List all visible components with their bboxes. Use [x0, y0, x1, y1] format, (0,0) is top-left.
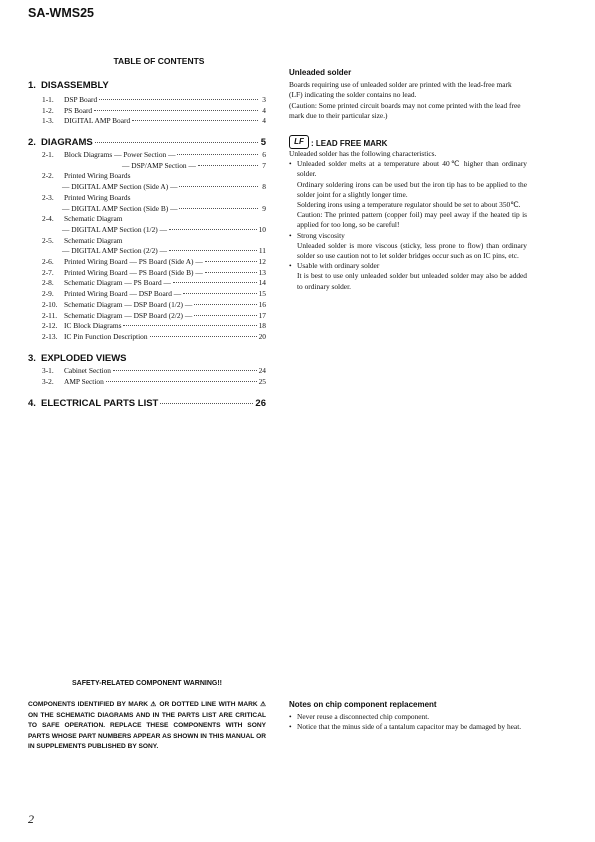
chip-note-item: • Notice that the minus side of a tantalum capacitor may be damaged by heat.: [289, 722, 527, 732]
toc-item-label: AMP Section: [64, 376, 104, 386]
characteristic-line: Unleaded solder is more viscous (sticky, less prone to flow) than ordinary solder so use caution not to let solder bridges occur such as on IC pins, etc.: [297, 240, 527, 261]
toc-page-number: 18: [258, 321, 266, 331]
toc-item-number: 2-1.: [42, 150, 54, 159]
toc-section-title: DISASSEMBLY: [41, 80, 109, 91]
toc-item-number: 2-13.: [42, 331, 58, 341]
toc-page-number: 17: [258, 310, 266, 320]
characteristic-item: [289, 231, 527, 262]
toc-item-number: 2-9.: [42, 289, 54, 299]
characteristic-line: Soldering irons using a temperature regulator should be set to about 350℃.: [297, 200, 521, 210]
leader-dots: [160, 403, 253, 404]
toc-section[interactable]: [28, 398, 266, 409]
toc-page-number: 26: [255, 398, 266, 409]
toc-page-number: 15: [258, 289, 266, 299]
toc-item-label: Schematic Diagram — DSP Board (1/2) —: [64, 299, 193, 309]
characteristic-line: • Strong viscosity: [297, 230, 345, 240]
lead-free-description: Unleaded solder has the following characteristics.: [289, 149, 437, 159]
toc-item-label: Block Diagrams — Power Section —: [64, 150, 176, 159]
toc-section-title: ELECTRICAL PARTS LIST: [41, 398, 159, 409]
leader-dots: [94, 110, 258, 111]
toc-item-number: 2-8.: [42, 278, 54, 288]
toc-page-number: 3: [262, 95, 266, 104]
leader-dots: [198, 165, 258, 166]
model-title: SA-WMS25: [28, 6, 94, 20]
toc-item-label: Schematic Diagram: [64, 235, 123, 245]
toc-item-label: Schematic Diagram — DSP Board (2/2) —: [64, 310, 193, 320]
toc-item-number: 2-12.: [42, 321, 58, 331]
toc-item-label: IC Block Diagrams: [64, 321, 122, 331]
toc-section[interactable]: [28, 80, 266, 91]
unleaded-caution: (Caution: Some printed circuit boards may not come printed with the lead free mark due to their particular size.): [289, 100, 521, 120]
toc-item-label: Printed Wiring Boards: [64, 192, 131, 202]
lead-free-characteristics: [289, 159, 527, 292]
toc-item-label: Schematic Diagram — PS Board —: [64, 278, 171, 288]
toc-item[interactable]: [42, 171, 266, 181]
toc-page-number: 5: [260, 137, 266, 148]
toc-item-number: 2-7.: [42, 267, 54, 277]
toc-item[interactable]: [42, 95, 266, 105]
toc-item-label: Cabinet Section: [64, 366, 112, 375]
toc-page-number: 16: [258, 299, 266, 309]
toc-item-label: DSP Board: [64, 95, 98, 104]
toc-item-number: 2-11.: [42, 310, 58, 320]
toc-item[interactable]: [42, 116, 266, 126]
toc-item[interactable]: [42, 161, 266, 171]
toc-item-label: PS Board: [64, 105, 93, 115]
toc-item[interactable]: [42, 182, 266, 192]
toc-item[interactable]: [42, 278, 266, 288]
leader-dots: [179, 208, 258, 209]
leader-dots: [123, 325, 256, 326]
leader-dots: [99, 99, 258, 100]
toc-item-number: 1-1.: [42, 95, 54, 104]
toc-item[interactable]: [42, 246, 266, 256]
toc-item[interactable]: [42, 204, 266, 214]
toc-item[interactable]: [42, 366, 266, 376]
toc-item[interactable]: [42, 193, 266, 203]
leader-dots: [113, 370, 257, 371]
characteristic-line: • Usable with ordinary solder: [297, 261, 380, 271]
toc-item-label: Printed Wiring Board — PS Board (Side A) —: [64, 257, 203, 266]
toc-item-label: — DSP/AMP Section —: [122, 160, 196, 170]
leader-dots: [132, 120, 258, 121]
toc-item-number: 2-5.: [42, 235, 54, 245]
toc-item[interactable]: [42, 268, 266, 278]
leader-dots: [106, 381, 257, 382]
leader-dots: [205, 261, 257, 262]
toc-item-label: — DIGITAL AMP Section (2/2) —: [62, 246, 167, 256]
leader-dots: [205, 272, 257, 273]
toc-item-label: Printed Wiring Board — DSP Board —: [64, 289, 182, 299]
toc-item-label: Printed Wiring Board — PS Board (Side B) —: [64, 267, 203, 277]
chip-notes-list: [289, 712, 527, 732]
toc-item-number: 2-4.: [42, 214, 54, 224]
toc-item[interactable]: [42, 106, 266, 116]
toc-item[interactable]: [42, 257, 266, 267]
toc-item[interactable]: [42, 300, 266, 310]
unleaded-heading: Unleaded solder: [289, 68, 352, 77]
toc-item[interactable]: [42, 225, 266, 235]
leader-dots: [183, 293, 256, 294]
toc-section-number: 4.: [28, 398, 36, 409]
toc-page-number: 9: [262, 203, 266, 213]
toc-item-label: DIGITAL AMP Board: [64, 116, 131, 126]
toc-page-number: 4: [262, 105, 266, 115]
toc-section[interactable]: [28, 137, 266, 148]
toc-page-number: 7: [262, 160, 266, 170]
toc-section-title: DIAGRAMS: [41, 137, 93, 148]
toc-title: TABLE OF CONTENTS: [113, 56, 205, 66]
safety-warning-title: SAFETY-RELATED COMPONENT WARNING!!: [72, 680, 222, 687]
leader-dots: [169, 229, 257, 230]
toc-item[interactable]: [42, 377, 266, 387]
toc-section[interactable]: [28, 353, 266, 364]
toc-page-number: 4: [262, 116, 266, 126]
characteristic-line: It is best to use only unleaded solder but unleaded solder may also be added to ordinary solder.: [297, 271, 527, 291]
leader-dots: [95, 142, 258, 143]
lead-free-mark-row: [289, 135, 527, 149]
toc-item-number: 2-6.: [42, 257, 54, 266]
safety-warning-body: COMPONENTS IDENTIFIED BY MARK ⚠ OR DOTTED LINE WITH MARK ⚠ ON THE SCHEMATIC DIAGRAMS AND IN THE PARTS LIST ARE CRITICAL TO SAFE OPERATION. REPLACE THESE COMPONENTS WITH SONY PARTS WHOSE PART NUMBERS APPEAR AS SHOWN IN THIS MANUAL OR IN SUPPLEMENTS PUBLISHED BY SONY.: [28, 701, 266, 751]
toc-section-number: 3.: [28, 353, 36, 364]
toc-item-number: 3-2.: [42, 376, 54, 386]
toc-item-number: 1-3.: [42, 116, 54, 126]
unleaded-intro: Boards requiring use of unleaded solder are printed with the lead-free mark (LF) indicating the solder contains no lead.: [289, 80, 512, 100]
leader-dots: [177, 154, 258, 155]
toc-item-label: — DIGITAL AMP Section (1/2) —: [62, 224, 167, 234]
leader-dots: [179, 186, 258, 187]
toc-page-number: 12: [258, 257, 266, 266]
chip-note-item: • Never reuse a disconnected chip component.: [289, 712, 527, 722]
toc-page-number: 20: [258, 331, 266, 341]
toc-item[interactable]: [42, 214, 266, 224]
toc-item[interactable]: [42, 321, 266, 331]
toc-page-number: 8: [262, 182, 266, 192]
leader-dots: [194, 315, 256, 316]
lead-free-mark-title: : LEAD FREE MARK: [311, 138, 388, 148]
leader-dots: [150, 336, 257, 337]
toc-item-number: 2-2.: [42, 171, 54, 181]
unleaded-solder-section: [289, 68, 527, 292]
toc-item[interactable]: [42, 332, 266, 342]
toc-item-number: 1-2.: [42, 105, 54, 115]
chip-notes-section: [289, 700, 527, 733]
toc-item[interactable]: [42, 289, 266, 299]
toc-page-number: 10: [258, 224, 266, 234]
characteristic-item: [289, 261, 527, 292]
lead-free-logo-icon: LF: [289, 135, 309, 149]
leader-dots: [173, 282, 257, 283]
toc-page-number: 14: [258, 278, 266, 288]
toc-item[interactable]: [42, 236, 266, 246]
toc-item[interactable]: [42, 311, 266, 321]
leader-dots: [194, 304, 256, 305]
toc-section-title: EXPLODED VIEWS: [41, 353, 127, 364]
toc-page-number: 24: [258, 366, 266, 375]
toc-section-number: 1.: [28, 80, 36, 91]
leader-dots: [169, 250, 257, 251]
chip-notes-heading: Notes on chip component replacement: [289, 700, 437, 709]
toc-item-number: 2-10.: [42, 299, 58, 309]
characteristic-line: • Unleaded solder melts at a temperature about 40℃ higher than ordinary solder.: [297, 159, 527, 179]
characteristic-line: Caution: The printed pattern (copper foil) may peel away if the heated tip is applied for too long, so be careful!: [297, 210, 527, 230]
toc-item-label: — DIGITAL AMP Section (Side B) —: [62, 203, 178, 213]
toc-page-number: 6: [262, 150, 266, 159]
characteristic-line: Ordinary soldering irons can be used but the iron tip has to be applied to the solder joint for a slightly longer time.: [297, 179, 527, 199]
page-number: 2: [28, 812, 34, 826]
toc-page-number: 25: [258, 376, 266, 386]
toc-item-label: Printed Wiring Boards: [64, 171, 131, 181]
characteristic-item: [289, 159, 527, 230]
toc-item[interactable]: [42, 150, 266, 160]
toc-page-number: 13: [258, 267, 266, 277]
toc-section-number: 2.: [28, 137, 36, 148]
toc-item-number: 3-1.: [42, 366, 54, 375]
toc-item-label: Schematic Diagram: [64, 214, 123, 224]
toc-item-label: — DIGITAL AMP Section (Side A) —: [62, 182, 178, 192]
toc-item-label: IC Pin Function Description: [64, 331, 148, 341]
toc-page-number: 11: [258, 246, 266, 256]
toc-item-number: 2-3.: [42, 192, 54, 202]
